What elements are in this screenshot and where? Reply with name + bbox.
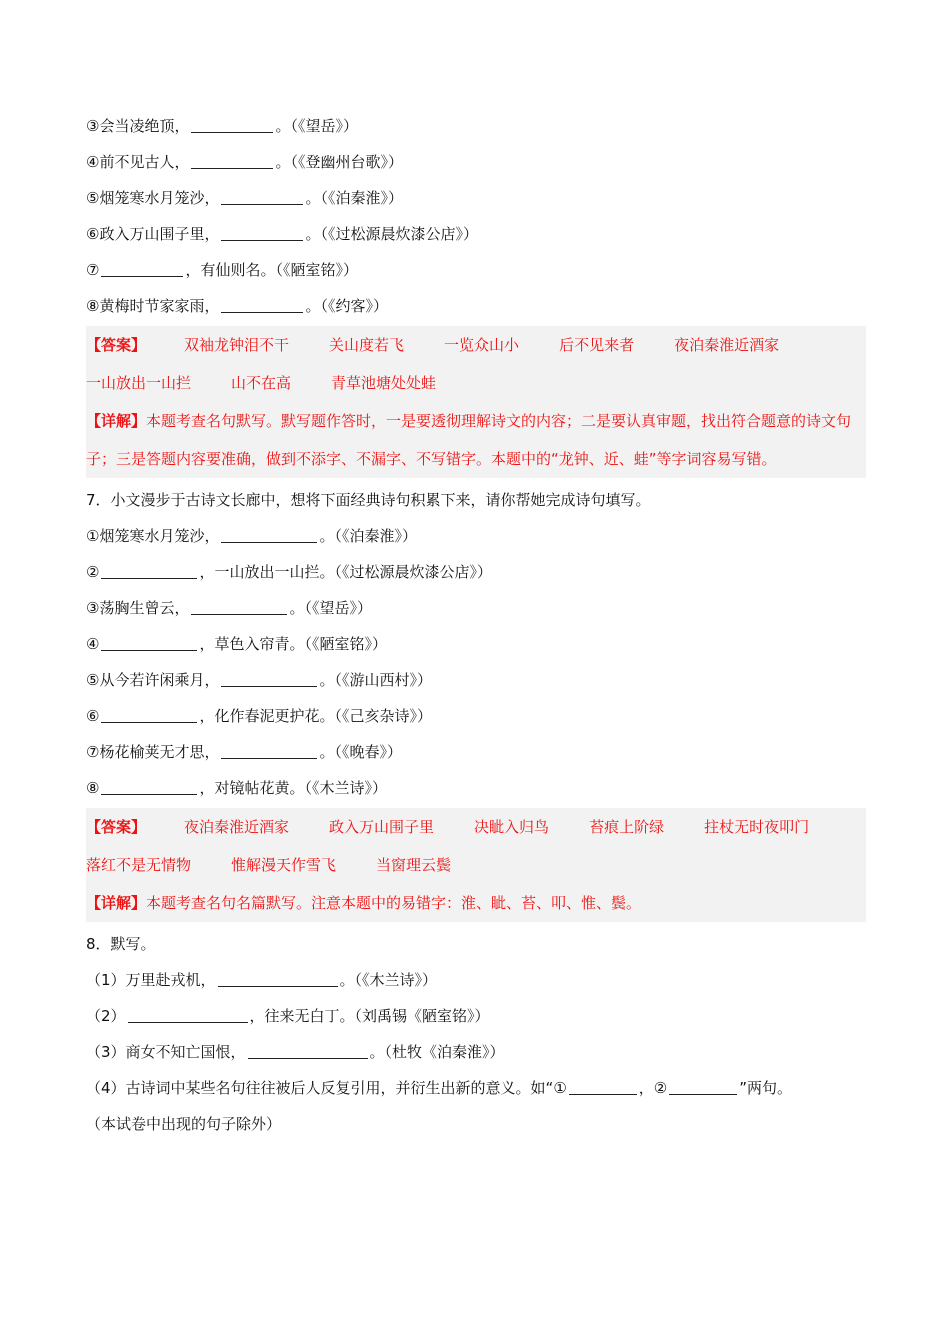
answer-blank[interactable] (101, 560, 197, 579)
q7-item-1: ①烟笼寒水月笼沙， 。（《泊秦淮》） (86, 518, 866, 554)
q6-item-3: ③会当凌绝顶， 。（《望岳》） (86, 108, 866, 144)
answer-label: 【答案】 (86, 336, 147, 354)
q6-item-6: ⑥政入万山围子里， 。（《过松源晨炊漆公店》） (86, 216, 866, 252)
q7-item-8: ⑧ ，对镜帖花黄。（《木兰诗》） (86, 770, 866, 806)
answer-blank[interactable] (221, 668, 317, 687)
q6-item-8: ⑧黄梅时节家家雨， 。（《约客》） (86, 288, 866, 324)
answer-blank[interactable] (101, 776, 197, 795)
answer-blank[interactable] (128, 1004, 248, 1023)
answer-blank[interactable] (221, 294, 303, 313)
q7-item-6: ⑥ ，化作春泥更护花。（《己亥杂诗》） (86, 698, 866, 734)
q8-item-2: （2） ，往来无白丁。（刘禹锡《陋室铭》） (86, 998, 866, 1034)
answer-blank[interactable] (191, 114, 273, 133)
q6-detail: 【详解】本题考查名句默写。默写题作答时，一是要透彻理解诗文的内容；二是要认真审题，找出符合题意的诗文句子；三是答题内容要准确，做到不添字、不漏字、不写错字。本题中的“龙钟、近、蛙”等字词容易写错。 (86, 412, 852, 468)
answer-label: 【答案】 (86, 818, 147, 836)
answer-blank[interactable] (218, 968, 338, 987)
answer-blank[interactable] (221, 186, 303, 205)
q7-item-4: ④ ，草色入帘青。（《陋室铭》） (86, 626, 866, 662)
answer-blank[interactable] (101, 632, 197, 651)
q8-item-1: （1）万里赴戎机， 。（《木兰诗》） (86, 962, 866, 998)
answer-blank[interactable] (101, 704, 197, 723)
q7-answer-block (86, 808, 866, 922)
q6-items (86, 108, 866, 324)
answer-blank[interactable] (248, 1040, 368, 1059)
exam-page (86, 108, 866, 1142)
q7-items (86, 518, 866, 806)
answer-blank[interactable] (191, 596, 287, 615)
q7-item-7: ⑦杨花榆荚无才思， 。（《晚春》） (86, 734, 866, 770)
q7-item-2: ② ，一山放出一山拦。（《过松源晨炊漆公店》） (86, 554, 866, 590)
q7-item-5: ⑤从今若许闲乘月， 。（《游山西村》） (86, 662, 866, 698)
answer-blank[interactable] (569, 1076, 637, 1095)
q7-answers-row-2: 落红不是无情物 惟解漫天作雪飞 当窗理云鬓 (86, 856, 452, 874)
q8-item-4-note: （本试卷中出现的句子除外） (86, 1115, 282, 1133)
q7-stem: 7．小文漫步于古诗文长廊中，想将下面经典诗句积累下来，请你帮她完成诗句填写。 (86, 491, 651, 509)
q6-answers-row-1: 【答案】 双袖龙钟泪不干 关山度若飞 一览众山小 后不见来者 夜泊秦淮近酒家 (86, 326, 866, 364)
answer-blank[interactable] (221, 222, 303, 241)
q6-item-4: ④前不见古人， 。（《登幽州台歌》） (86, 144, 866, 180)
q8-items (86, 962, 866, 1142)
q6-item-5: ⑤烟笼寒水月笼沙， 。（《泊秦淮》） (86, 180, 866, 216)
q6-answers-row-2: 一山放出一山拦 山不在高 青草池塘处处蛙 (86, 374, 437, 392)
q7-detail: 【详解】本题考查名句名篇默写。注意本题中的易错字：淮、眦、苔、叩、惟、鬓。 (86, 894, 642, 912)
answer-blank[interactable] (191, 150, 273, 169)
answer-blank[interactable] (669, 1076, 737, 1095)
q6-answer-block (86, 326, 866, 478)
answer-blank[interactable] (221, 524, 317, 543)
q8-item-3: （3）商女不知亡国恨， 。（杜牧《泊秦淮》） (86, 1034, 866, 1070)
q7-item-3: ③荡胸生曾云， 。（《望岳》） (86, 590, 866, 626)
answer-blank[interactable] (221, 740, 317, 759)
q6-item-7: ⑦ ，有仙则名。（《陋室铭》） (86, 252, 866, 288)
q8-item-4: （4）古诗词中某些名句往往被后人反复引用，并衍生出新的意义。如“① ，② ”两句。 (86, 1070, 866, 1106)
answer-blank[interactable] (101, 258, 183, 277)
q8-stem: 8．默写。 (86, 935, 156, 953)
q7-answers-row-1: 【答案】 夜泊秦淮近酒家 政入万山围子里 决眦入归鸟 苔痕上阶绿 拄杖无时夜叩门 (86, 808, 866, 846)
